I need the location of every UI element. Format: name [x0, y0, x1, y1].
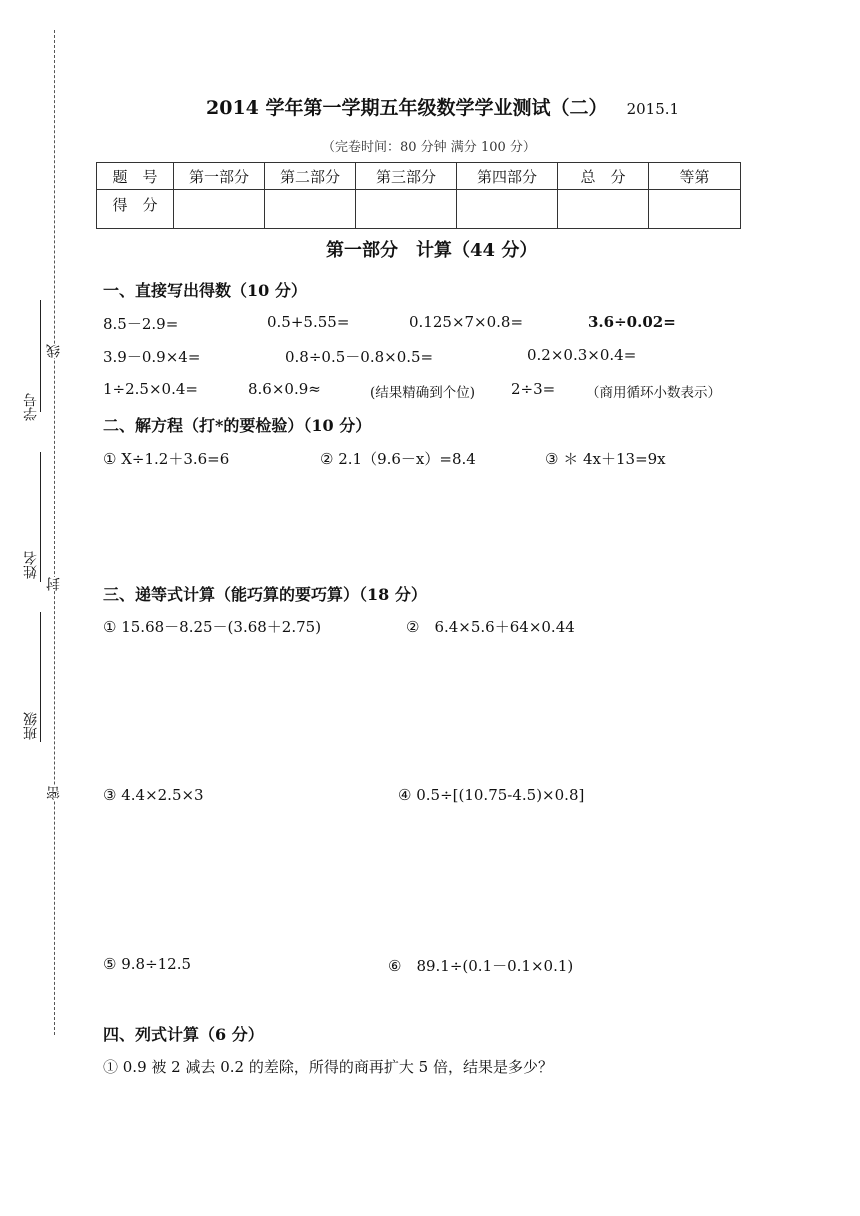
- calc-item: ⑥ 89.1÷(0.1－0.1×0.1): [388, 957, 574, 975]
- score-cell[interactable]: [265, 190, 356, 229]
- score-table-header: 第二部分: [265, 163, 356, 190]
- oral-question: 1÷2.5×0.4=: [103, 380, 198, 398]
- score-cell[interactable]: [356, 190, 457, 229]
- calc-item: ⑤ 9.8÷12.5: [103, 955, 192, 973]
- calc-item: ④ 0.5÷[(10.75-4.5)×0.8]: [398, 786, 585, 804]
- margin-banji-label: 班级: [23, 712, 39, 740]
- oral-question: 8.5－2.9=: [103, 315, 179, 333]
- score-table: [96, 162, 741, 229]
- section3-title: 三、递等式计算（能巧算的要巧算）（18 分）: [103, 585, 427, 604]
- score-cell[interactable]: [649, 190, 741, 229]
- section4-title: 四、列式计算（6 分）: [103, 1025, 264, 1044]
- calc-item: ② 6.4×5.6＋64×0.44: [406, 618, 575, 636]
- oral-question: 0.125×7×0.8=: [409, 313, 524, 331]
- word-problem-item: ① 0.9 被 2 减去 0.2 的差除，所得的商再扩大 5 倍，结果是多少？: [103, 1058, 553, 1076]
- equation-item: ③ ＊ 4x＋13=9x: [545, 450, 666, 468]
- equation-item: ① X÷1.2＋3.6=6: [103, 450, 230, 468]
- score-cell[interactable]: [457, 190, 558, 229]
- score-table-header: 等第: [649, 163, 741, 190]
- oral-question: 2÷3=: [511, 380, 556, 398]
- margin-feng-label: 封: [46, 577, 62, 591]
- score-cell[interactable]: [174, 190, 265, 229]
- margin-xingming-label: 姓名: [23, 551, 39, 579]
- xingming-blank-line[interactable]: [40, 452, 41, 582]
- margin-xuehao-label: 学号: [23, 393, 39, 421]
- oral-question: 0.8÷0.5－0.8×0.5=: [285, 348, 434, 366]
- oral-question: 8.6×0.9≈: [248, 380, 321, 398]
- exam-date: 2015.1: [626, 100, 680, 118]
- exam-subtitle: （完卷时间：80 分钟 满分 100 分）: [322, 140, 536, 155]
- margin-xian-label: 线: [46, 344, 62, 358]
- part1-title: 第一部分 计算（44 分）: [326, 240, 538, 261]
- oral-question: 0.2×0.3×0.4=: [527, 346, 637, 364]
- section2-title: 二、解方程（打*的要检验）（10 分）: [103, 416, 372, 435]
- oral-question: 3.6÷0.02=: [588, 313, 676, 331]
- score-table-header: 第三部分: [356, 163, 457, 190]
- calc-item: ① 15.68－8.25－(3.68＋2.75): [103, 618, 322, 636]
- banji-blank-line[interactable]: [40, 612, 41, 742]
- binding-dashed-line: [54, 30, 55, 1035]
- question-note: (结果精确到个位): [370, 385, 476, 401]
- score-table-header: 第四部分: [457, 163, 558, 190]
- margin-mi-label: 密: [46, 786, 62, 800]
- score-cell[interactable]: [558, 190, 649, 229]
- equation-item: ② 2.1（9.6－x）=8.4: [320, 450, 476, 468]
- page-header: [206, 93, 679, 120]
- xuehao-blank-line[interactable]: [40, 300, 41, 412]
- score-table-header: 第一部分: [174, 163, 265, 190]
- score-row-label: 得 分: [97, 190, 174, 229]
- score-table-header: 题 号: [97, 163, 174, 190]
- score-table-header: 总 分: [558, 163, 649, 190]
- oral-question: 3.9－0.9×4=: [103, 348, 201, 366]
- question-note: （商用循环小数表示）: [586, 385, 721, 401]
- section1-title: 一、直接写出得数（10 分）: [103, 281, 307, 300]
- calc-item: ③ 4.4×2.5×3: [103, 786, 204, 804]
- oral-question: 0.5+5.55=: [267, 313, 350, 331]
- page-title: 2014 学年第一学期五年级数学学业测试（二）: [206, 97, 608, 119]
